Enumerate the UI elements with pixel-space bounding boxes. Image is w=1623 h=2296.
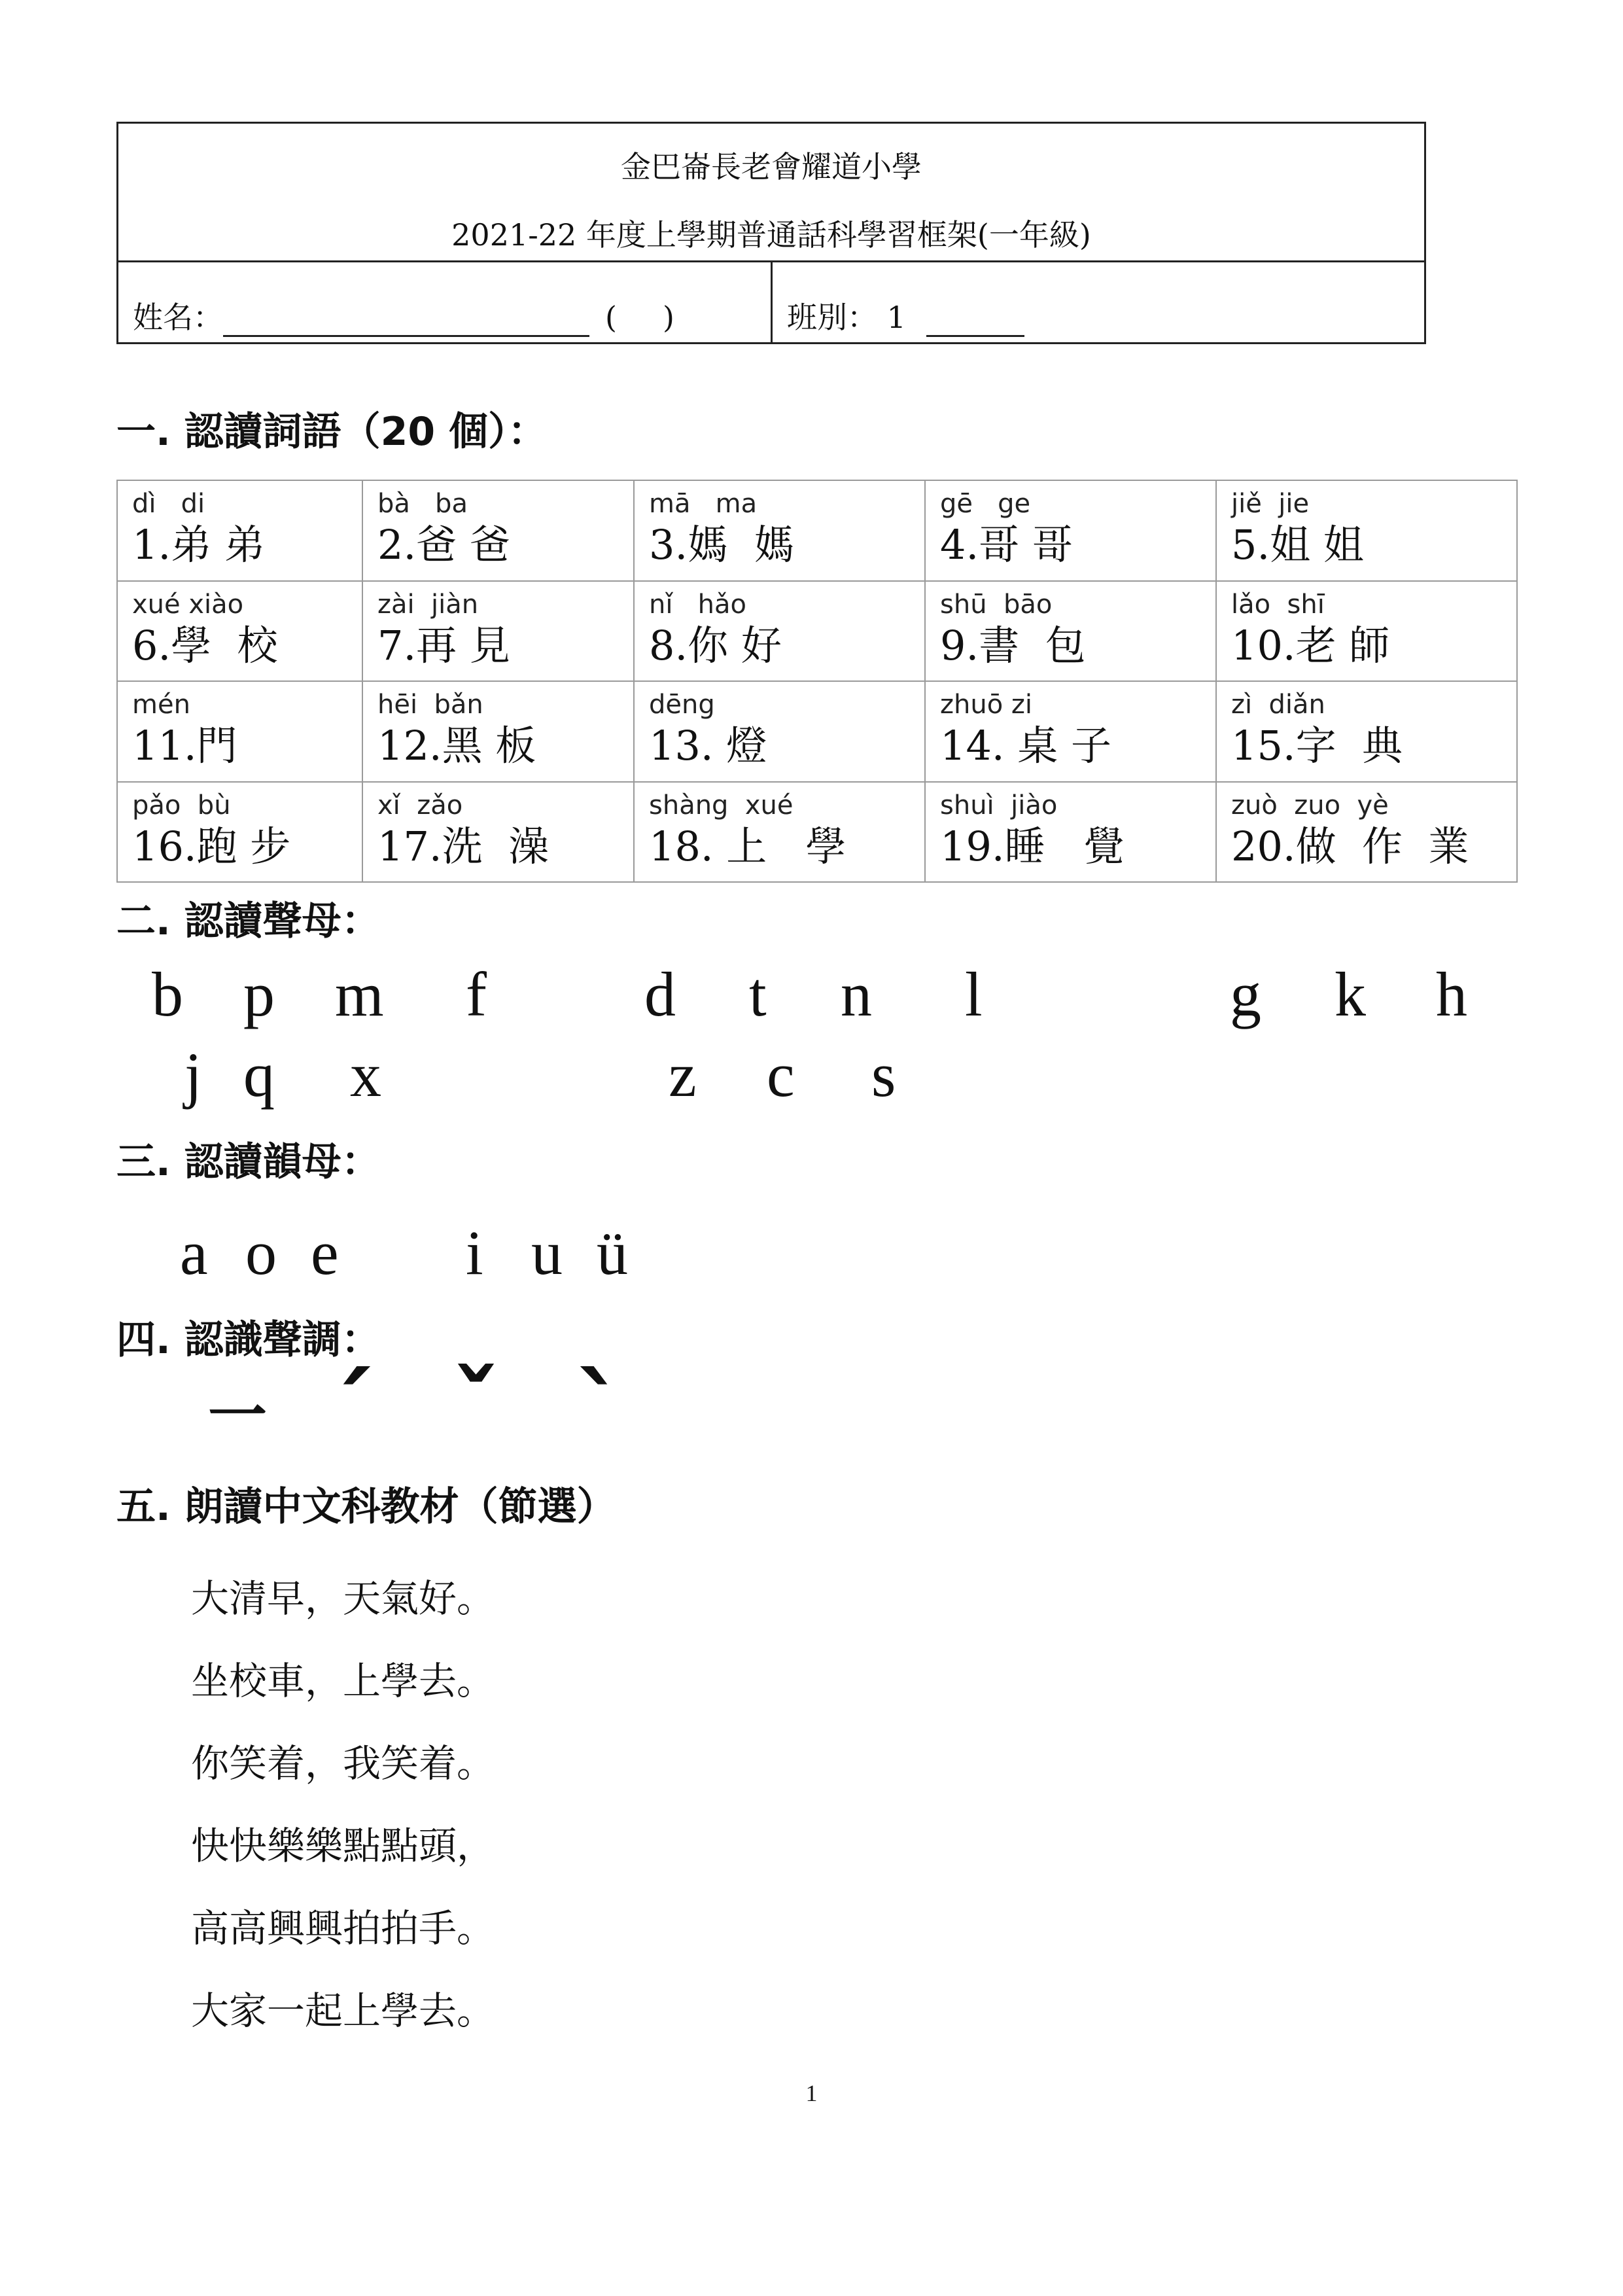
initial-letter: j [184, 1040, 202, 1110]
initial-letter: b [152, 959, 183, 1029]
pinyin: zì diǎn [1231, 690, 1325, 720]
class-blank-line[interactable] [926, 306, 1024, 337]
second-tone-mark: ˊ [326, 1354, 375, 1468]
word: 16.跑 步 [132, 822, 291, 870]
word: 1.弟 弟 [132, 521, 265, 569]
initial-letter: z [669, 1040, 697, 1110]
word-cell [117, 480, 362, 581]
pinyin: mā ma [649, 489, 758, 519]
pinyin: bà ba [377, 489, 468, 519]
word-cell [117, 581, 362, 682]
word: 19.睡 覺 [940, 822, 1125, 870]
table-row [117, 581, 1517, 682]
third-tone-mark: ˇ [451, 1352, 500, 1466]
header-fields [118, 262, 1424, 342]
pinyin: xué xiào [132, 589, 244, 620]
final-letter: o [245, 1218, 277, 1288]
initial-letter: p [243, 959, 275, 1029]
section5-title: 五. 朗讀中文科教材（節選） [116, 1484, 616, 1530]
pinyin: mén [132, 690, 190, 720]
word: 5.姐 姐 [1231, 521, 1364, 569]
word-cell [117, 681, 362, 782]
pinyin: dēng [649, 690, 715, 720]
passage-line: 你笑着，我笑着。 [191, 1741, 495, 1786]
table-row [117, 681, 1517, 782]
word-cell [634, 581, 925, 682]
pinyin: shàng xué [649, 790, 794, 821]
word-cell [1216, 480, 1517, 581]
word: 9.書 包 [940, 621, 1086, 669]
initial-letter: g [1230, 959, 1261, 1029]
word-cell [1216, 782, 1517, 883]
word: 4.哥 哥 [940, 521, 1073, 569]
pinyin: jiě jie [1231, 489, 1310, 519]
final-letter: ü [597, 1218, 628, 1288]
header-title-area [118, 124, 1424, 262]
first-tone-mark: 一 [208, 1381, 267, 1450]
reading-passage [191, 1557, 495, 2052]
word: 20.做 作 業 [1231, 822, 1469, 870]
word-cell [362, 581, 634, 682]
word: 11.門 [132, 722, 237, 769]
word: 14. 桌 子 [940, 722, 1112, 769]
final-letter: u [531, 1218, 563, 1288]
pinyin: xǐ zǎo [377, 790, 463, 821]
section4-title: 四. 認識聲調： [116, 1317, 381, 1363]
school-name: 金巴崙長老會耀道小學 [621, 149, 922, 185]
term-title: 2021-22 年度上學期普通話科學習框架(一年級) [451, 217, 1091, 253]
initial-letter: h [1436, 959, 1467, 1029]
passage-line: 快快樂樂點點頭， [191, 1824, 495, 1868]
word: 12.黑 板 [377, 722, 536, 769]
word-cell [362, 480, 634, 581]
word: 10.老 師 [1231, 621, 1390, 669]
final-letter: i [466, 1218, 483, 1288]
section2-title: 二. 認讀聲母： [116, 898, 381, 944]
word-cell [634, 681, 925, 782]
final-letter: a [180, 1218, 208, 1288]
word: 17.洗 澡 [377, 822, 550, 870]
class-field[interactable] [773, 262, 1424, 342]
initial-letter: n [841, 959, 872, 1029]
word-cell [1216, 581, 1517, 682]
word-cell [362, 782, 634, 883]
class-label: 班別： [787, 300, 877, 335]
word: 6.學 校 [132, 621, 278, 669]
word-cell [634, 480, 925, 581]
table-row [117, 480, 1517, 581]
passage-line: 坐校車，上學去。 [191, 1659, 495, 1703]
initial-letter: d [644, 959, 676, 1029]
pinyin: gē ge [940, 489, 1031, 519]
initial-letter: k [1335, 959, 1366, 1029]
passage-line: 大家一起上學去。 [191, 1988, 495, 2033]
passage-line: 大清早，天氣好。 [191, 1576, 495, 1621]
pinyin: zuò zuo yè [1231, 790, 1389, 821]
word-cell [925, 782, 1216, 883]
initial-letter: q [243, 1040, 275, 1110]
initial-letter: l [965, 959, 983, 1029]
tones-row [208, 1352, 731, 1468]
word-cell [362, 681, 634, 782]
pinyin: pǎo bù [132, 790, 231, 821]
word-cell [1216, 681, 1517, 782]
class-number-open-paren: ( [605, 300, 617, 335]
word-cell [634, 782, 925, 883]
vocab-table [116, 480, 1518, 883]
word: 7.再 見 [377, 621, 510, 669]
initial-letter: s [871, 1040, 896, 1110]
word-cell [925, 581, 1216, 682]
word: 2.爸 爸 [377, 521, 510, 569]
name-field[interactable] [118, 262, 773, 342]
initial-letter: m [335, 959, 384, 1029]
pinyin: nǐ hǎo [649, 589, 746, 620]
word: 18. 上 學 [649, 822, 846, 870]
page-number: 1 [805, 2080, 818, 2106]
header-box [116, 122, 1426, 344]
word: 15.字 典 [1231, 722, 1403, 769]
name-label: 姓名： [133, 300, 223, 335]
passage-line: 高高興興拍拍手。 [191, 1906, 495, 1951]
pinyin: hēi bǎn [377, 690, 483, 720]
name-blank-line[interactable] [223, 306, 589, 337]
final-letter: e [311, 1218, 339, 1288]
class-number-close-paren: ) [662, 300, 674, 335]
pinyin: shū bāo [940, 589, 1053, 620]
pinyin: shuì jiào [940, 790, 1058, 821]
class-value: 1 [886, 300, 906, 335]
initial-letter: t [749, 959, 767, 1029]
word-cell [117, 782, 362, 883]
section1-title: 一. 認讀詞語（20 個）： [116, 409, 548, 455]
word: 13. 燈 [649, 722, 767, 769]
word-cell [925, 681, 1216, 782]
initial-letter: x [350, 1040, 381, 1110]
word: 3.媽 媽 [649, 521, 795, 569]
pinyin: zhuō zi [940, 690, 1032, 720]
section3-title: 三. 認讀韻母： [116, 1139, 381, 1185]
fourth-tone-mark: ˋ [576, 1354, 625, 1468]
word: 8.你 好 [649, 621, 782, 669]
initial-letter: f [466, 959, 487, 1029]
pinyin: lǎo shī [1231, 589, 1325, 620]
pinyin: dì di [132, 489, 205, 519]
pinyin: zài jiàn [377, 589, 479, 620]
table-row [117, 782, 1517, 883]
word-cell [925, 480, 1216, 581]
initial-letter: c [767, 1040, 795, 1110]
